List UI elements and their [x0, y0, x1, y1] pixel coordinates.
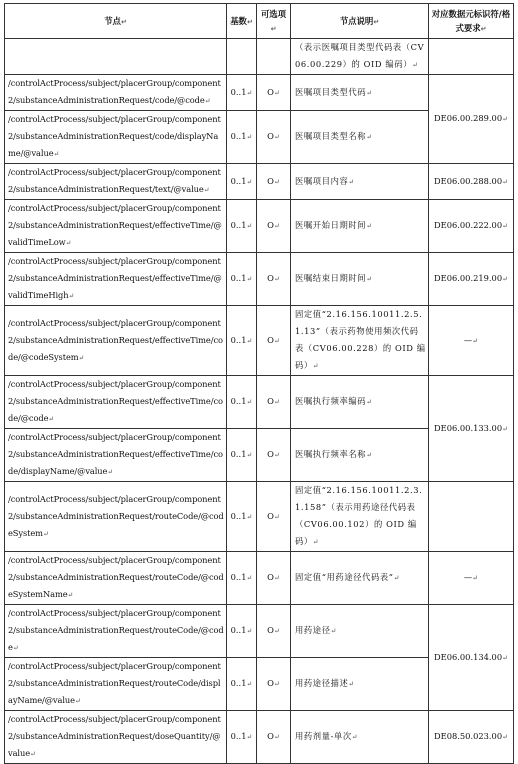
optional-cell: O↵ [257, 306, 291, 376]
cardinality-cell: 0..1↵ [227, 75, 257, 111]
node-path: /controlActProcess/subject/placerGroup/component2/substanceAdministrationRequest/text/@value↵ [5, 164, 227, 200]
optional-cell: O↵ [257, 200, 291, 253]
data-element-cell: DE06.00.219.00↵ [429, 253, 514, 306]
table-row [5, 164, 514, 200]
optional-cell: O↵ [257, 711, 291, 764]
data-element-cell [429, 482, 514, 552]
optional-cell: O↵ [257, 75, 291, 111]
node-path: /controlActProcess/subject/placerGroup/component2/substanceAdministrationRequest/effectiveTime/code/@code↵ [5, 376, 227, 429]
data-element-table [4, 3, 514, 764]
table-row [5, 605, 514, 658]
description-cell: 固定值“用药途径代码表”↵ [291, 552, 429, 605]
cardinality-cell: 0..1↵ [227, 429, 257, 482]
data-element-cell: DE06.00.222.00↵ [429, 200, 514, 253]
description-cell: 固定值“2.16.156.10011.2.5.1.13”（表示药物使用频次代码表（CV06.00.228）的 OID 编码）↵ [291, 306, 429, 376]
cardinality-cell: 0..1↵ [227, 306, 257, 376]
optional-cell: O↵ [257, 658, 291, 711]
optional-cell: O↵ [257, 605, 291, 658]
data-element-cell: DE06.00.288.00↵ [429, 164, 514, 200]
cardinality-cell: 0..1↵ [227, 253, 257, 306]
table-row [5, 552, 514, 605]
table-row [5, 376, 514, 429]
description-cell: 用药途径描述↵ [291, 658, 429, 711]
node-path: /controlActProcess/subject/placerGroup/component2/substanceAdministrationRequest/routeCode/@codeSystem↵ [5, 482, 227, 552]
table-row [5, 75, 514, 111]
node-path: /controlActProcess/subject/placerGroup/component2/substanceAdministrationRequest/doseQuantity/@value↵ [5, 711, 227, 764]
table-row [5, 306, 514, 376]
node-path: /controlActProcess/subject/placerGroup/component2/substanceAdministrationRequest/code/displayName/@value↵ [5, 111, 227, 164]
optional-cell: O↵ [257, 253, 291, 306]
description-cell: 医嘱结束日期时间↵ [291, 253, 429, 306]
data-element-cell: —↵ [429, 552, 514, 605]
description-cell: 医嘱项目类型名称↵ [291, 111, 429, 164]
table-row [5, 253, 514, 306]
data-element-cell: —↵ [429, 306, 514, 376]
description-cell: 医嘱执行频率编码↵ [291, 376, 429, 429]
optional-cell: O↵ [257, 111, 291, 164]
description-cell: 固定值“2.16.156.10011.2.3.1.158”（表示用药途径代码表（CV06.00.102）的 OID 编码）↵ [291, 482, 429, 552]
cardinality-cell: 0..1↵ [227, 658, 257, 711]
node-path: /controlActProcess/subject/placerGroup/component2/substanceAdministrationRequest/effectiveTime/code/@codeSystem↵ [5, 306, 227, 376]
cardinality-cell: 0..1↵ [227, 482, 257, 552]
header-data-element: 对应数据元标识符/格式要求↵ [429, 4, 514, 39]
table-row [5, 711, 514, 764]
table-row [5, 39, 514, 75]
table-row [5, 200, 514, 253]
cardinality-cell: 0..1↵ [227, 711, 257, 764]
optional-cell [257, 39, 291, 75]
data-element-cell: DE06.00.134.00↵ [429, 605, 514, 711]
header-optional: 可选项↵ [257, 4, 291, 39]
header-description: 节点说明↵ [291, 4, 429, 39]
header-cardinality: 基数↵ [227, 4, 257, 39]
optional-cell: O↵ [257, 552, 291, 605]
table-header-row [5, 4, 514, 39]
optional-cell: O↵ [257, 164, 291, 200]
cardinality-cell: 0..1↵ [227, 111, 257, 164]
data-element-cell: DE08.50.023.00↵ [429, 711, 514, 764]
optional-cell: O↵ [257, 376, 291, 429]
data-element-cell: DE06.00.133.00↵ [429, 376, 514, 482]
description-cell: 医嘱开始日期时间↵ [291, 200, 429, 253]
cardinality-cell: 0..1↵ [227, 164, 257, 200]
node-path: /controlActProcess/subject/placerGroup/component2/substanceAdministrationRequest/routeCode/@codeSystemName↵ [5, 552, 227, 605]
optional-cell: O↵ [257, 482, 291, 552]
node-path: /controlActProcess/subject/placerGroup/component2/substanceAdministrationRequest/effectiveTime/@validTimeHigh↵ [5, 253, 227, 306]
cardinality-cell: 0..1↵ [227, 605, 257, 658]
optional-cell: O↵ [257, 429, 291, 482]
description-cell: 医嘱执行频率名称↵ [291, 429, 429, 482]
table-row [5, 482, 514, 552]
description-cell: 医嘱项目类型代码↵ [291, 75, 429, 111]
cardinality-cell: 0..1↵ [227, 200, 257, 253]
node-path: /controlActProcess/subject/placerGroup/component2/substanceAdministrationRequest/effectiveTime/@validTimeLow↵ [5, 200, 227, 253]
node-path [5, 39, 227, 75]
data-element-cell: DE06.00.289.00↵ [429, 75, 514, 164]
node-path: /controlActProcess/subject/placerGroup/component2/substanceAdministrationRequest/code/@code↵ [5, 75, 227, 111]
cardinality-cell: 0..1↵ [227, 376, 257, 429]
node-path: /controlActProcess/subject/placerGroup/component2/substanceAdministrationRequest/routeCode/@code↵ [5, 605, 227, 658]
header-node: 节点↵ [5, 4, 227, 39]
description-cell: 用药途径↵ [291, 605, 429, 658]
cardinality-cell [227, 39, 257, 75]
node-path: /controlActProcess/subject/placerGroup/component2/substanceAdministrationRequest/routeCode/displayName/@value↵ [5, 658, 227, 711]
description-cell: （表示医嘱项目类型代码表（CV06.00.229）的 OID 编码）↵ [291, 39, 429, 75]
description-cell: 用药剂量-单次↵ [291, 711, 429, 764]
description-cell: 医嘱项目内容↵ [291, 164, 429, 200]
data-element-cell [429, 39, 514, 75]
cardinality-cell: 0..1↵ [227, 552, 257, 605]
node-path: /controlActProcess/subject/placerGroup/component2/substanceAdministrationRequest/effectiveTime/code/displayName/@value↵ [5, 429, 227, 482]
